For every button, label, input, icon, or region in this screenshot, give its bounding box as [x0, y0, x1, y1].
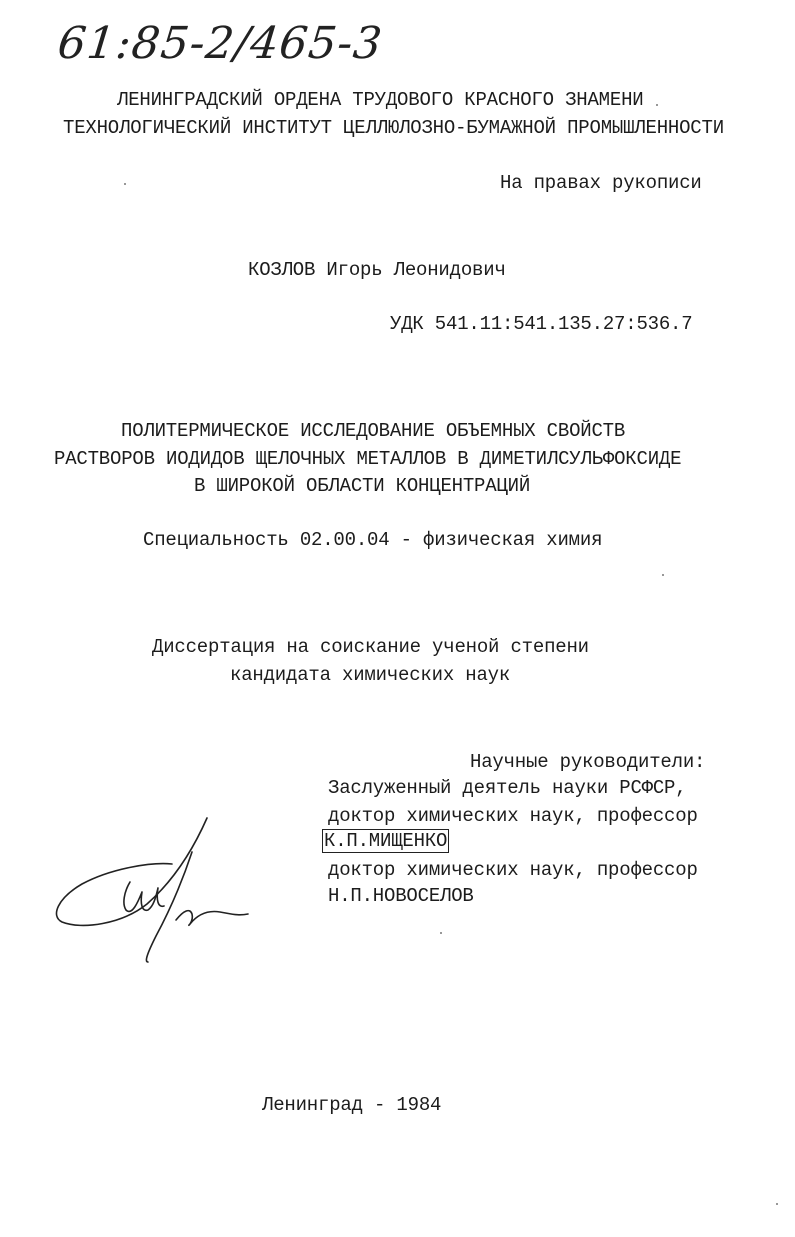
supervisor-line-1: Заслуженный деятель науки РСФСР, — [328, 777, 687, 799]
dissertation-line-2: кандидата химических наук — [230, 664, 511, 686]
supervisor-line-2: доктор химических наук, профессор — [328, 805, 698, 827]
archive-note-handwritten: 61:85-2/465-3 — [55, 18, 386, 69]
specialty: Специальность 02.00.04 - физическая химия — [143, 529, 603, 551]
institution-line-2: ТЕХНОЛОГИЧЕСКИЙ ИНСТИТУТ ЦЕЛЛЮЛОЗНО-БУМАЖНОЙ ПРОМЫШЛЕННОСТИ — [63, 117, 724, 139]
scan-speck — [656, 104, 658, 106]
supervisor-name-1-box — [322, 829, 449, 853]
title-line-3: В ШИРОКОЙ ОБЛАСТИ КОНЦЕНТРАЦИЙ — [194, 475, 531, 497]
scan-speck — [776, 1203, 778, 1205]
supervisors-heading: Научные руководители: — [470, 751, 706, 773]
scan-speck — [440, 932, 442, 934]
title-line-2: РАСТВОРОВ ИОДИДОВ ЩЕЛОЧНЫХ МЕТАЛЛОВ В ДИМЕТИЛСУЛЬФОКСИДЕ — [54, 448, 682, 470]
place-year: Ленинград - 1984 — [262, 1094, 442, 1116]
institution-line-1: ЛЕНИНГРАДСКИЙ ОРДЕНА ТРУДОВОГО КРАСНОГО ЗНАМЕНИ — [117, 89, 644, 111]
udc-code: УДК 541.11:541.135.27:536.7 — [390, 313, 693, 335]
title-line-1: ПОЛИТЕРМИЧЕСКОЕ ИССЛЕДОВАНИЕ ОБЪЕМНЫХ СВОЙСТВ — [121, 420, 626, 442]
scan-speck — [124, 183, 126, 185]
supervisor-name-1: К.П.МИЩЕНКО — [324, 830, 448, 852]
scan-speck — [662, 574, 664, 576]
dissertation-line-1: Диссертация на соискание ученой степени — [152, 636, 589, 658]
signature-image — [52, 812, 272, 982]
author-name: КОЗЛОВ Игорь Леонидович — [248, 259, 506, 281]
manuscript-rights: На правах рукописи — [500, 172, 702, 194]
supervisor-line-3: доктор химических наук, профессор — [328, 859, 698, 881]
supervisor-name-2: Н.П.НОВОСЕЛОВ — [328, 885, 474, 907]
